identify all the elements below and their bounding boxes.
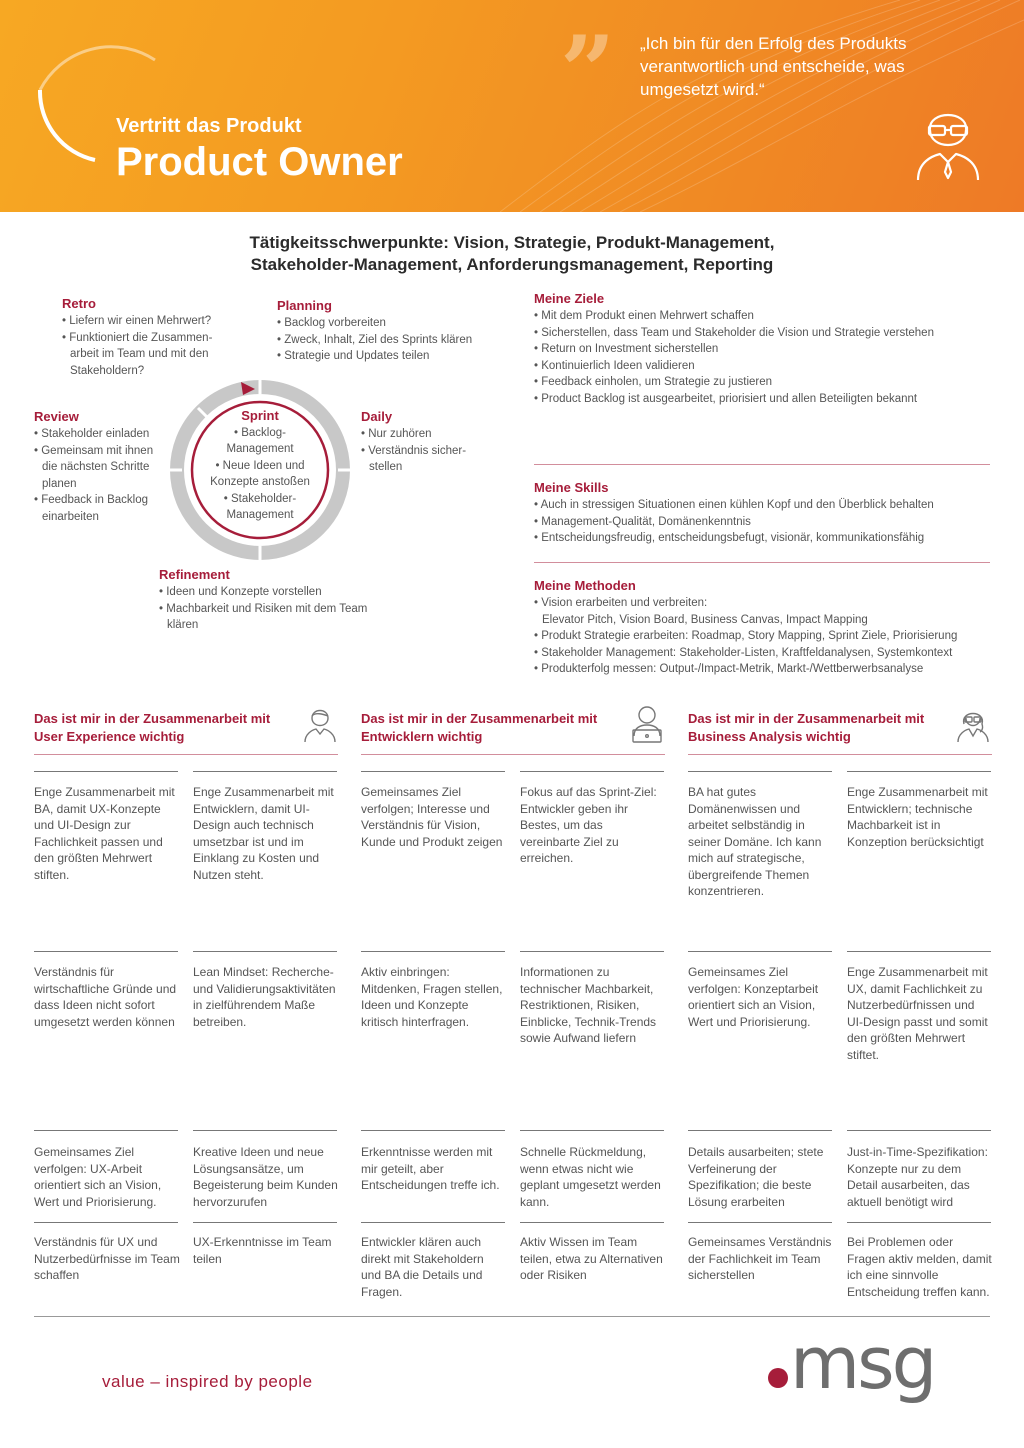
skills-list	[534, 497, 994, 547]
list-item: • Backlog vorbereiten	[277, 315, 507, 332]
collab-cell: Schnelle Rückmeldung, wenn etwas nicht wie geplant umgesetzt werden kann.	[520, 1145, 661, 1209]
cell-divider	[193, 1222, 337, 1223]
collab-cell: Erkenntnisse werden mit mir geteilt, aber Entscheidungen treffe ich.	[361, 1145, 500, 1192]
cell-divider	[193, 1130, 337, 1131]
list-item: • Zweck, Inhalt, Ziel des Sprints klären	[277, 332, 507, 349]
msg-logo	[766, 1330, 978, 1410]
phase-daily-title: Daily	[361, 409, 393, 424]
goals-section	[534, 291, 994, 407]
cell-divider	[361, 1130, 505, 1131]
collab-cell: Gemeinsames Verständnis der Fachlichkeit im Team sicherstellen	[688, 1235, 832, 1282]
collab-cell: UX-Erkenntnisse im Team teilen	[193, 1235, 332, 1266]
list-item: • Kontinuierlich Ideen validieren	[534, 358, 994, 375]
collab-cell: Gemeinsames Ziel verfolgen: Konzeptarbeit orientiert sich an Vision, Wert und Priorisierung.	[688, 965, 819, 1029]
collab-ba-title: Das ist mir in der Zusammenarbeit mit Business Analysis wichtig	[688, 711, 925, 744]
header-banner	[0, 0, 1024, 212]
methods-sub: Elevator Pitch, Vision Board, Business Canvas, Impact Mapping	[542, 613, 868, 626]
list-item: • Liefern wir einen Mehrwert?	[62, 313, 240, 330]
logo-text: msg	[790, 1330, 935, 1405]
cell-divider	[193, 771, 337, 772]
list-item: • Gemeinsam mit ihnen die nächsten Schritte planen	[34, 443, 166, 493]
list-item: • Product Backlog ist ausgearbeitet, priorisiert und allen Beteiligten bekannt	[534, 391, 994, 408]
list-item: • Stakeholder Management: Stakeholder-Listen, Kraftfeldanalysen, Systemkontext	[534, 645, 994, 662]
product-owner-icon	[912, 100, 984, 182]
collab-cell: Enge Zusammenarbeit mit BA, damit UX-Konzepte und UI-Design zur Fachlichkeit passen und den größten Mehrwert stiften.	[34, 785, 175, 882]
list-item: • Verständnis sicher-stellen	[361, 443, 481, 476]
collab-cell: Gemeinsames Ziel verfolgen; Interesse und Verständnis für Vision, Kunde und Produkt zeigen	[361, 785, 503, 849]
phase-retro-title: Retro	[62, 296, 96, 311]
cell-divider	[847, 771, 991, 772]
list-item: • Nur zuhören	[361, 426, 481, 443]
focus-line-2: Stakeholder-Management, Anforderungsmanagement, Reporting	[250, 255, 774, 274]
page-title: Product Owner	[116, 140, 403, 184]
person-icon	[303, 704, 337, 744]
skills-section	[534, 480, 994, 547]
cell-divider	[361, 1222, 505, 1223]
collab-cell: Details ausarbeiten; stete Verfeinerung der Spezifikation; die beste Lösung erarbeiten	[688, 1145, 824, 1209]
analyst-icon	[956, 704, 990, 744]
header-quote: „Ich bin für den Erfolg des Produkts verantwortlich und entscheide, was umgesetzt wird.“	[640, 34, 907, 99]
phase-refinement-list	[159, 584, 369, 634]
collab-cell: Informationen zu technischer Machbarkeit, Restriktionen, Risiken, Einblicke, Technik-Trends sowie Aufwand liefern	[520, 965, 657, 1045]
collab-cell: Entwickler klären auch direkt mit Stakeholdern und BA die Details und Fragen.	[361, 1235, 484, 1299]
cell-divider	[688, 951, 832, 952]
developer-icon	[629, 704, 665, 744]
phase-review-list	[34, 426, 166, 525]
sprint-item: • Neue Ideen und Konzepte anstoßen	[210, 459, 310, 488]
cell-divider	[688, 1222, 832, 1223]
methods-section	[534, 578, 994, 678]
cell-divider	[520, 1130, 664, 1131]
list-item: • Return on Investment sicherstellen	[534, 341, 994, 358]
phase-refinement-title: Refinement	[159, 567, 230, 582]
phase-daily-list	[361, 426, 481, 476]
focus-areas	[0, 232, 1024, 276]
cell-divider	[520, 951, 664, 952]
divider	[688, 754, 992, 755]
methods-list	[534, 595, 994, 678]
cell-divider	[34, 771, 178, 772]
list-item: • Mit dem Produkt einen Mehrwert schaffen	[534, 308, 994, 325]
cell-divider	[361, 951, 505, 952]
goals-title: Meine Ziele	[534, 291, 605, 306]
collab-cell: Just-in-Time-Spezifikation: Konzepte nur zu dem Detail ausarbeiten, das aktuell benötigt wird	[847, 1145, 988, 1209]
focus-line-1: Tätigkeitsschwerpunkte: Vision, Strategie, Produkt-Management,	[249, 233, 775, 252]
header-subtitle: Vertritt das Produkt	[116, 115, 302, 137]
cell-divider	[34, 951, 178, 952]
collab-cell: Kreative Ideen und neue Lösungsansätze, um Begeisterung beim Kunden hervorzurufen	[193, 1145, 338, 1209]
collab-cell: Fokus auf das Sprint-Ziel: Entwickler geben ihr Bestes, um das vereinbarte Ziel zu erreichen.	[520, 785, 657, 865]
list-item: • Produkterfolg messen: Output-/Impact-Metrik, Markt-/Wettberwerbsanalyse	[534, 661, 994, 678]
collab-cell: Aktiv Wissen im Team teilen, etwa zu Alternativen oder Risiken	[520, 1235, 663, 1282]
phase-review-title: Review	[34, 409, 79, 424]
sprint-item: • Backlog-Management	[226, 426, 294, 455]
list-item: • Feedback in Backlog einarbeiten	[34, 492, 166, 525]
cell-divider	[847, 1130, 991, 1131]
phase-retro-list	[62, 313, 240, 379]
sprint-title: Sprint	[241, 408, 279, 423]
list-item: • Entscheidungsfreudig, entscheidungsbefugt, visionär, kommunikationsfähig	[534, 530, 994, 547]
cell-divider	[34, 1130, 178, 1131]
divider	[361, 754, 665, 755]
cell-divider	[688, 1130, 832, 1131]
collab-cell: Enge Zusammenarbeit mit Entwicklern, damit UI-Design auch technisch umsetzbar ist und im Einklang zu Kosten und Nutzen steht.	[193, 785, 334, 882]
list-item: • Vision erarbeiten und verbreiten:	[534, 595, 994, 612]
cell-divider	[361, 771, 505, 772]
methods-title: Meine Methoden	[534, 578, 636, 593]
list-item: • Machbarkeit und Risiken mit dem Team klären	[159, 601, 369, 634]
cell-divider	[520, 1222, 664, 1223]
collab-cell: BA hat gutes Domänenwissen und arbeitet selbständig in seiner Domäne. Ich kann mich auf strategische, übergreifende Themen konzentrieren.	[688, 785, 822, 898]
list-item: • Stakeholder einladen	[34, 426, 166, 443]
collab-cell: Lean Mindset: Recherche- und Validierungsaktivitäten in zielführendem Maße betreiben.	[193, 965, 336, 1029]
collab-cell: Verständnis für UX und Nutzerbedürfnisse im Team schaffen	[34, 1235, 180, 1282]
sprint-center	[205, 408, 315, 524]
skills-title: Meine Skills	[534, 480, 609, 495]
list-item: • Auch in stressigen Situationen einen kühlen Kopf und den Überblick behalten	[534, 497, 994, 514]
collab-dev-title: Das ist mir in der Zusammenarbeit mit Entwicklern wichtig	[361, 711, 598, 744]
collab-cell: Enge Zusammenarbeit mit Entwicklern; technische Machbarkeit ist in Konzeption berücksichtigt	[847, 785, 988, 849]
quote-mark-icon: ”	[560, 15, 616, 128]
phase-planning-title: Planning	[277, 298, 332, 313]
list-item: • Management-Qualität, Domänenkenntnis	[534, 514, 994, 531]
collab-cell: Aktiv einbringen: Mitdenken, Fragen stellen, Ideen und Konzepte kritisch hinterfragen.	[361, 965, 503, 1029]
list-item: • Sicherstellen, dass Team und Stakeholder die Vision und Strategie verstehen	[534, 325, 994, 342]
divider	[34, 1316, 990, 1317]
list-item: • Ideen und Konzepte vorstellen	[159, 584, 369, 601]
cell-divider	[34, 1222, 178, 1223]
collab-cell: Bei Problemen oder Fragen aktiv melden, damit ich eine sinnvolle Entscheidung treffen kann.	[847, 1235, 992, 1299]
divider	[534, 562, 990, 563]
goals-list	[534, 308, 994, 407]
collab-cell: Gemeinsames Ziel verfolgen: UX-Arbeit orientiert sich an Vision, Wert und Priorisierung.	[34, 1145, 162, 1209]
phase-planning-list	[277, 315, 507, 365]
cell-divider	[193, 951, 337, 952]
cell-divider	[520, 771, 664, 772]
cell-divider	[688, 771, 832, 772]
divider	[534, 464, 990, 465]
list-item: • Produkt Strategie erarbeiten: Roadmap, Story Mapping, Sprint Ziele, Priorisierung	[534, 628, 994, 645]
collab-ux-title: Das ist mir in der Zusammenarbeit mit User Experience wichtig	[34, 711, 271, 744]
cell-divider	[847, 1222, 991, 1223]
list-item: • Funktioniert die Zusammen-arbeit im Team und mit den Stakeholdern?	[62, 330, 240, 380]
list-item: • Strategie und Updates teilen	[277, 348, 507, 365]
collab-cell: Verständnis für wirtschaftliche Gründe und dass Ideen nicht sofort umgesetzt werden können	[34, 965, 177, 1029]
sprint-item: • Stakeholder-Management	[223, 492, 297, 521]
list-item: • Feedback einholen, um Strategie zu justieren	[534, 374, 994, 391]
divider	[34, 754, 338, 755]
slogan: value – inspired by people	[102, 1372, 313, 1391]
collab-cell: Enge Zusammenarbeit mit UX, damit Fachlichkeit zu Nutzerbedürfnissen und UI-Design passt und somit den größten Mehrwert stiftet.	[847, 965, 988, 1062]
cell-divider	[847, 951, 991, 952]
